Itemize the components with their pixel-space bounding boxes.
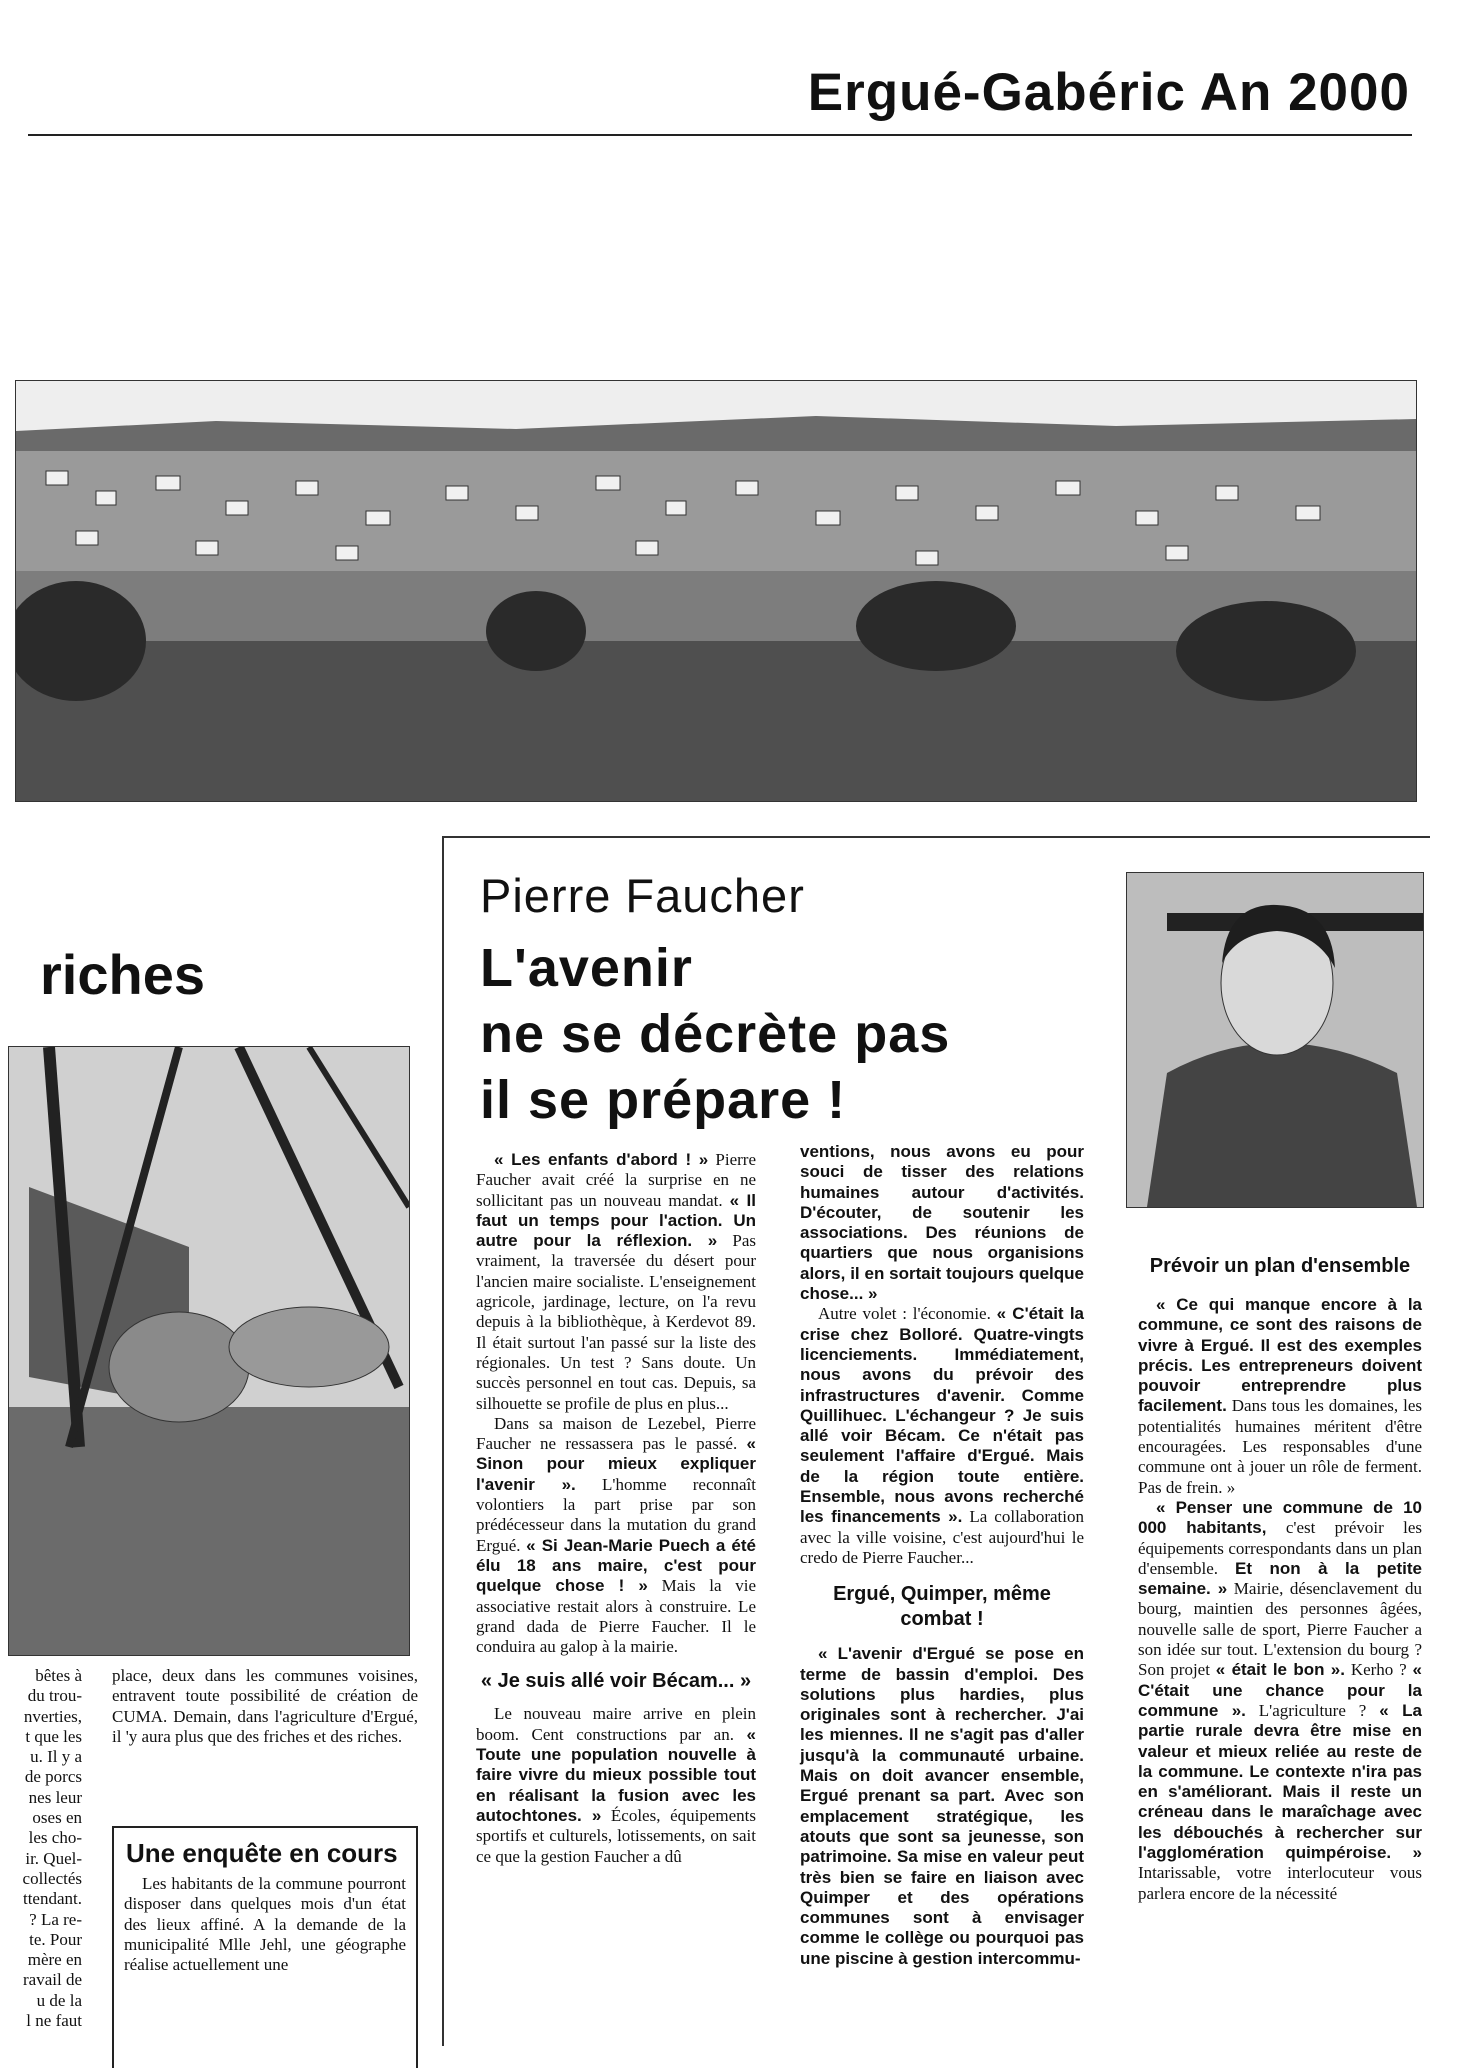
fragment-line: les cho- [28, 1828, 82, 1848]
headline-line-3: il se prépare ! [480, 1070, 847, 1130]
fragment-line: du trou- [27, 1686, 82, 1706]
enquete-title: Une enquête en cours [126, 1838, 398, 1868]
enquete-sidebar [112, 1826, 418, 2068]
fragment-lines [0, 1666, 82, 2031]
col3-subhead: Prévoir un plan d'ensemble [1149, 1255, 1411, 1277]
col2-paragraph-1: ventions, nous avons eu pour souci de tisser des relations humaines autour d'activités. D'écouter, de soutenir les associations. Des réunions de quartiers que nous organisions alors, il en sortait toujours quelque chose... » [800, 1142, 1084, 1304]
left-article-heading: riches [40, 943, 205, 1006]
cattle-illustration [9, 1047, 409, 1655]
enquete-body [114, 1874, 416, 1975]
left-fragment-column [0, 1666, 82, 2031]
cattle-photo [8, 1046, 410, 1656]
article-box-top-rule [442, 836, 1430, 838]
fragment-line: collectés [22, 1868, 82, 1888]
article-column-3 [1138, 1254, 1422, 1904]
fragment-line: te. Pour [29, 1929, 82, 1949]
header-rule [28, 134, 1412, 136]
fragment-line: mère en [27, 1950, 82, 1970]
left-fragment-paragraph: place, deux dans les communes voisines, entravent toute possibilité de création de CUMA. Demain, dans l'agriculture d'Ergué, il 'y aura plus que des friches et des riches. [112, 1666, 418, 1746]
fragment-line: ? La re- [29, 1909, 82, 1929]
fragment-line: t que les [25, 1726, 82, 1746]
portrait-photo [1126, 872, 1424, 1208]
col1-subhead: « Je suis allé voir Bécam... » [480, 1670, 752, 1693]
portrait-illustration [1127, 873, 1423, 1207]
fragment-line: u. Il y a [30, 1747, 82, 1767]
headline-line-1: L'avenir [480, 938, 693, 998]
fragment-line: ttendant. [22, 1889, 82, 1909]
col2-paragraph-3: « L'avenir d'Ergué se pose en terme de bassin d'emploi. Des solutions plus hardies, plus originales sont à rechercher. J'ai les miennes. Il ne s'agit pas d'aller jusqu'à la communauté urbaine. Mais on doit avancer ensemble, Ergué prenant sa part. Avec son emplacement stratégique, les atouts que sont sa jeunesse, son patrimoine. Sa mise en valeur peut très bien se faire en liaison avec Quimper et des opérations communes sont à envisager comme le collège ou pourquoi pas une piscine à gestion intercommu- [800, 1644, 1084, 1968]
headline-line-2: ne se décrète pas [480, 1004, 951, 1064]
col2-paragraph-2: Autre volet : l'économie. « C'était la crise chez Bolloré. Quatre-vingts licenciements. Immédiatement, nous avons du prévoir des infrastructures d'avenir. Comme Quillihuec. L'échangeur ? Je suis allé voir Bécam. Ce n'était pas seulement l'affaire d'Ergué. Mais de la région toute entière. Ensemble, nous avons recherché les financements ». La collaboration avec la ville voisine, c'est aujourd'hui le credo de Pierre Faucher... [800, 1304, 1084, 1567]
left-fragment-column-2 [112, 1666, 418, 1747]
fragment-line: oses en [32, 1808, 82, 1828]
fragment-line: nes leur [28, 1787, 82, 1807]
article-column-1 [476, 1150, 756, 1867]
article-headline [480, 935, 950, 1133]
fragment-line: bêtes à [35, 1666, 82, 1685]
fragment-line: de porcs [24, 1767, 82, 1787]
fragment-line: u de la [36, 1990, 82, 2010]
col1-paragraph-3: Le nouveau maire arrive en plein boom. Cent constructions par an. « Toute une population nouvelle à faire vivre du mieux possible tout en réalisant la fusion avec les autochtones. » Écoles, équipements sportifs et culturels, lotissements, on sait ce que la gestion Faucher a dû [476, 1704, 756, 1866]
page-header-title: Ergué-Gabéric An 2000 [807, 63, 1410, 122]
col1-paragraph-1: « Les enfants d'abord ! » Pierre Faucher avait créé la surprise en ne sollicitant pas un nouveau mandat. « Il faut un temps pour l'action. Un autre pour la réflexion. » Pas vraiment, la traversée du désert pour l'ancien maire socialiste. L'enseignement agricole, jardinage, lecture, on l'a revu depuis à la bibliothèque, à Kerdevot 89. Il était surtout l'an passé sur la liste des régionales. Un test ? Sans doute. Un succès personnel en tout cas. Depuis, sa silhouette se profile de plus en plus... [476, 1150, 757, 1413]
col3-paragraph-1: « Ce qui manque encore à la commune, ce sont des raisons de vivre à Ergué. Il est des exemples précis. Les entrepreneurs doivent pouvoir entreprendre plus facilement. Dans tous les domaines, les potentialités humaines méritent d'être encouragées. Les responsables d'une commune ont à jouer un rôle de ferment. Pas de frein. » [1138, 1295, 1422, 1497]
col2-subhead: Ergué, Quimper, même combat ! [833, 1583, 1051, 1631]
fragment-line: ravail de [23, 1970, 82, 1990]
fragment-line: nverties, [23, 1706, 82, 1726]
article-box-left-rule [442, 836, 444, 2046]
article-kicker: Pierre Faucher [480, 869, 805, 922]
col3-paragraph-2: « Penser une commune de 10 000 habitants, c'est prévoir les équipements correspondants dans un plan d'ensemble. Et non à la petite semaine. » Mairie, désenclavement du bourg, maintien des personnes âgées, nouvelle salle de sport, Pierre Faucher a son idée sur tout. L'extension du bourg ? Son projet « était le bon ». Kerho ? « C'était une chance pour la commune ». L'agriculture ? « La partie rurale devra être mise en valeur et mieux reliée au reste de la commune. Le contexte n'ira pas en s'améliorant. Mais il reste un créneau dans le maraîchage avec les débouchés à rechercher sur l'agglomération quimpéroise. » Intarissable, votre interlocuteur vous parlera encore de la nécessité [1138, 1497, 1423, 1903]
enquete-paragraph: Les habitants de la commune pourront disposer dans quelques mois d'un état des lieux affiné. A la demande de la municipalité Mlle Jehl, une géographe réalise actuellement une [124, 1874, 406, 1975]
panorama-photo [15, 380, 1417, 802]
col1-paragraph-2: Dans sa maison de Lezebel, Pierre Faucher ne ressassera pas le passé. « Sinon pour mieux expliquer l'avenir ». L'homme reconnaît volontiers la part prise par son prédécesseur dans la mutation du grand Ergué. « Si Jean-Marie Puech a été élu 18 ans maire, c'est pour quelque chose ! » Mais la vie associative restait alors à construire. Le grand dada de Pierre Faucher. Il le conduira au galop à la mairie. [476, 1413, 756, 1657]
fragment-line: l ne faut [26, 2011, 82, 2031]
panorama-illustration [16, 381, 1416, 801]
article-column-2 [800, 1142, 1084, 1969]
fragment-line: ir. Quel- [25, 1848, 82, 1868]
